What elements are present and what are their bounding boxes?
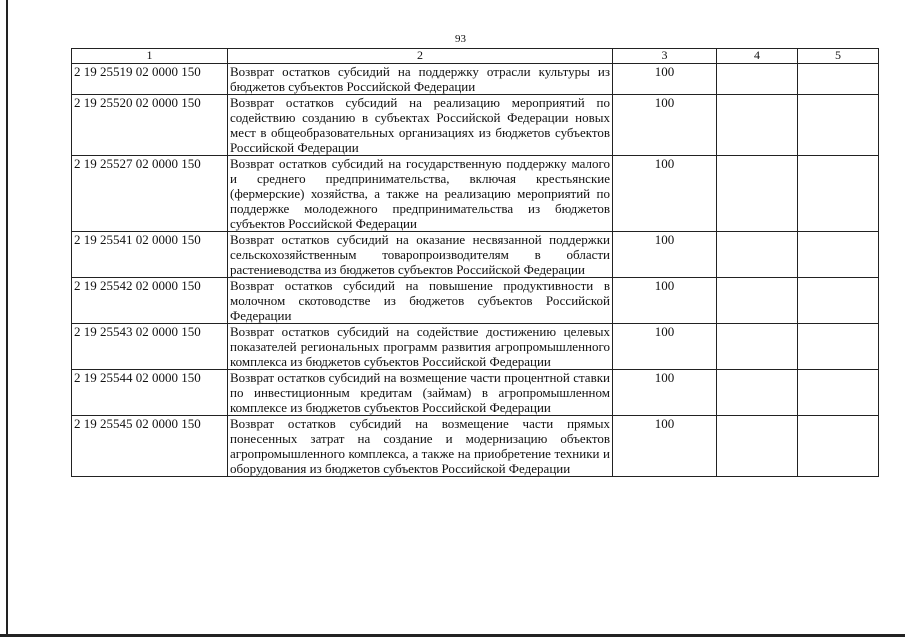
table-row — [72, 95, 879, 156]
value-col4 — [717, 324, 798, 370]
revenue-code: 2 19 25545 02 0000 150 — [72, 416, 228, 477]
revenue-code: 2 19 25542 02 0000 150 — [72, 278, 228, 324]
revenue-description: Возврат остатков субсидий на государственную поддержку малого и среднего предпринимательства, включая крестьянские (фермерские) хозяйства, а также на реализацию мероприятий по поддержке молодежного предпринимательства из бюджетов субъектов Российской Федерации — [228, 156, 613, 232]
value-col3: 100 — [613, 370, 717, 416]
revenue-description: Возврат остатков субсидий на оказание несвязанной поддержки сельскохозяйственным товаропроизводителям в области растениеводства из бюджетов субъектов Российской Федерации — [228, 232, 613, 278]
table-row — [72, 278, 879, 324]
table-row — [72, 416, 879, 477]
value-col4 — [717, 95, 798, 156]
table-row — [72, 64, 879, 95]
revenue-code: 2 19 25541 02 0000 150 — [72, 232, 228, 278]
value-col4 — [717, 64, 798, 95]
value-col3: 100 — [613, 156, 717, 232]
value-col4 — [717, 278, 798, 324]
revenue-description: Возврат остатков субсидий на реализацию мероприятий по содействию созданию в субъектах Российской Федерации новых мест в общеобразовательных организациях из бюджетов субъектов Российской Федерации — [228, 95, 613, 156]
table-row — [72, 156, 879, 232]
revenue-description: Возврат остатков субсидий на повышение продуктивности в молочном скотоводстве из бюджетов субъектов Российской Федерации — [228, 278, 613, 324]
revenue-code: 2 19 25519 02 0000 150 — [72, 64, 228, 95]
value-col5 — [798, 156, 879, 232]
revenue-code: 2 19 25544 02 0000 150 — [72, 370, 228, 416]
column-header-4: 4 — [717, 49, 798, 64]
budget-classification-table — [71, 48, 879, 477]
value-col5 — [798, 95, 879, 156]
value-col3: 100 — [613, 64, 717, 95]
value-col4 — [717, 370, 798, 416]
value-col5 — [798, 324, 879, 370]
value-col3: 100 — [613, 232, 717, 278]
column-header-3: 3 — [613, 49, 717, 64]
value-col5 — [798, 64, 879, 95]
value-col5 — [798, 370, 879, 416]
column-number-row — [72, 49, 879, 64]
column-header-1: 1 — [72, 49, 228, 64]
revenue-code: 2 19 25527 02 0000 150 — [72, 156, 228, 232]
table-row — [72, 232, 879, 278]
value-col5 — [798, 416, 879, 477]
revenue-description: Возврат остатков субсидий на возмещение части процентной ставки по инвестиционным кредитам (займам) в агропромышленном комплексе из бюджетов субъектов Российской Федерации — [228, 370, 613, 416]
revenue-code: 2 19 25520 02 0000 150 — [72, 95, 228, 156]
value-col4 — [717, 232, 798, 278]
column-header-2: 2 — [228, 49, 613, 64]
value-col4 — [717, 156, 798, 232]
value-col5 — [798, 278, 879, 324]
value-col4 — [717, 416, 798, 477]
page-number: 93 — [455, 33, 466, 45]
revenue-code: 2 19 25543 02 0000 150 — [72, 324, 228, 370]
value-col3: 100 — [613, 324, 717, 370]
revenue-description: Возврат остатков субсидий на возмещение части прямых понесенных затрат на создание и модернизацию объектов агропромышленного комплекса, а также на приобретение техники и оборудования из бюджетов субъектов Российской Федерации — [228, 416, 613, 477]
column-header-5: 5 — [798, 49, 879, 64]
value-col3: 100 — [613, 278, 717, 324]
table-row — [72, 370, 879, 416]
value-col3: 100 — [613, 416, 717, 477]
scan-edge-left — [6, 0, 8, 636]
scan-edge-bottom — [0, 634, 905, 637]
value-col5 — [798, 232, 879, 278]
value-col3: 100 — [613, 95, 717, 156]
revenue-description: Возврат остатков субсидий на поддержку отрасли культуры из бюджетов субъектов Российской Федерации — [228, 64, 613, 95]
revenue-description: Возврат остатков субсидий на содействие достижению целевых показателей региональных программ развития агропромышленного комплекса из бюджетов субъектов Российской Федерации — [228, 324, 613, 370]
table-row — [72, 324, 879, 370]
